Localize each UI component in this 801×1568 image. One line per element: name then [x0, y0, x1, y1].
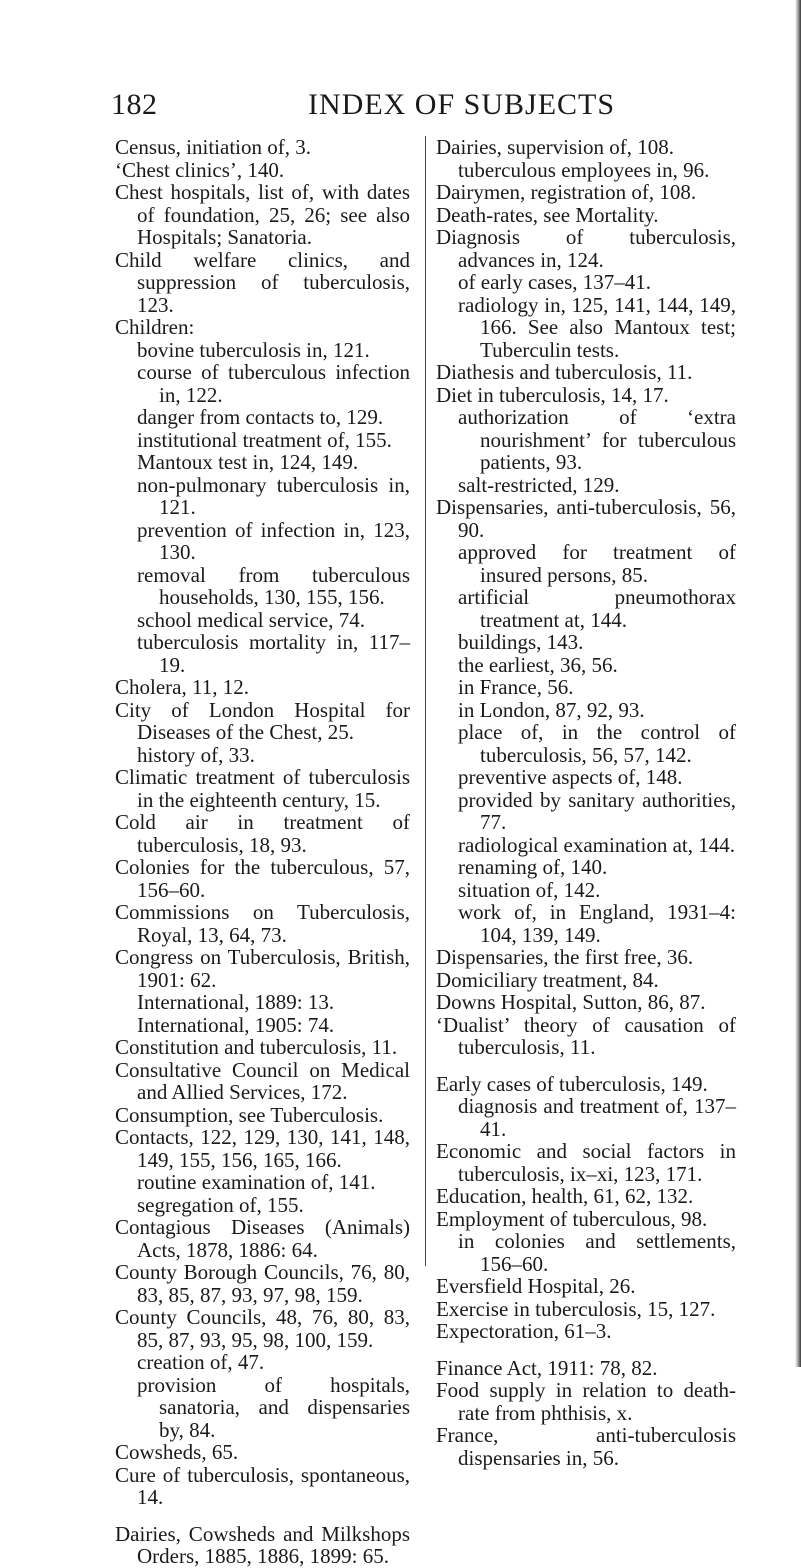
index-subentry: preventive aspects of, 148.	[458, 765, 683, 789]
index-entry: Constitution and tuberculosis, 11.	[115, 1035, 398, 1059]
index-entry: Education, health, 61, 62, 132.	[436, 1184, 694, 1208]
index-entry: Downs Hospital, Sutton, 86, 87.	[436, 990, 706, 1014]
index-entry: City of London Hospital for Diseases of the Chest, 25.	[115, 697, 410, 744]
index-subentry: Mantoux test in, 124, 149.	[137, 450, 359, 474]
index-entry: Congress on Tuberculosis, British, 1901: 62.	[115, 945, 410, 992]
index-entry: Diet in tuberculosis, 14, 17.	[436, 382, 669, 407]
index-subentry: International, 1889: 13.	[137, 990, 335, 1014]
index-entry: Finance Act, 1911: 78, 82.	[436, 1355, 658, 1380]
index-entry: Dairymen, registration of, 108.	[436, 180, 697, 204]
index-subentry: authorization of ‘extra nourishment’ for tuberculous patients, 93.	[458, 405, 736, 474]
index-subentry: diagnosis and treatment of, 137–41.	[458, 1094, 736, 1141]
index-entry: Diagnosis of tuberculosis, advances in, 124.	[436, 225, 736, 272]
index-subentry: institutional treatment of, 155.	[137, 427, 392, 452]
index-entry: Contacts, 122, 129, 130, 141, 148, 149, 155, 156, 165, 166.	[115, 1125, 410, 1172]
index-entry: Consumption, see Tuberculosis.	[115, 1102, 384, 1127]
index-entry: Contagious Diseases (Animals) Acts, 1878, 1886: 64.	[115, 1215, 410, 1262]
index-subentry: salt-restricted, 129.	[458, 472, 620, 497]
index-entry: Dispensaries, anti-tuberculosis, 56, 90.	[436, 495, 736, 542]
index-entry: Child welfare clinics, and suppression of tuberculosis, 123.	[115, 247, 410, 317]
index-entry: Dispensaries, the first free, 36.	[436, 945, 694, 969]
index-subentry: radiology in, 125, 141, 144, 149, 166. See also Mantoux test; Tuberculin tests.	[458, 292, 736, 362]
index-entry: Cold air in treatment of tuberculosis, 18, 93.	[115, 810, 410, 857]
index-subentry: in colonies and settlements, 156–60.	[458, 1229, 736, 1276]
index-entry: Cowsheds, 65.	[115, 1440, 239, 1464]
index-entry: Diathesis and tuberculosis, 11.	[436, 360, 693, 384]
index-entry: Expectoration, 61–3.	[436, 1319, 612, 1343]
index-subentry: creation of, 47.	[137, 1350, 265, 1374]
index-subentry: removal from tuberculous households, 130, 155, 156.	[137, 562, 410, 609]
index-subentry: situation of, 142.	[458, 877, 601, 902]
page-number: 182	[111, 88, 158, 121]
index-entry: Exercise in tuberculosis, 15, 127.	[436, 1296, 716, 1321]
index-entry: County Councils, 48, 76, 80, 83, 85, 87, 93, 95, 98, 100, 159.	[115, 1305, 410, 1352]
index-subentry: place of, in the control of tuberculosis, 56, 57, 142.	[458, 720, 736, 767]
index-entry: Dairies, Cowsheds and Milkshops Orders, 1885, 1886, 1899: 65.	[115, 1521, 410, 1568]
index-subentry: renaming of, 140.	[458, 855, 608, 879]
page-header	[0, 88, 801, 128]
index-subentry: routine examination of, 141.	[137, 1170, 376, 1194]
index-subentry: approved for treatment of insured persons, 85.	[458, 540, 736, 587]
index-subentry: provision of hospitals, sanatoria, and dispensaries by, 84.	[137, 1372, 410, 1442]
index-subentry: the earliest, 36, 56.	[458, 652, 618, 677]
index-subentry: tuberculosis mortality in, 117–19.	[137, 630, 410, 677]
index-entry: Eversfield Hospital, 26.	[436, 1274, 636, 1298]
index-column-left	[115, 136, 410, 1568]
index-entry: Death-rates, see Mortality.	[436, 202, 659, 227]
index-subentry: buildings, 143.	[458, 630, 584, 654]
index-entry: Early cases of tuberculosis, 149.	[436, 1071, 708, 1096]
index-entry: Commissions on Tuberculosis, Royal, 13, 64, 73.	[115, 900, 410, 947]
index-entry: France, anti-tuberculosis dispensaries in, 56.	[436, 1423, 736, 1470]
index-subentry: work of, in England, 1931–4: 104, 139, 149.	[458, 900, 736, 947]
index-subentry: in France, 56.	[458, 675, 574, 699]
index-subentry: non-pulmonary tuberculosis in, 121.	[137, 472, 410, 519]
index-entry: Children:	[115, 315, 195, 339]
index-entry: ‘Dualist’ theory of causation of tuberculosis, 11.	[436, 1012, 736, 1059]
index-entry: Cholera, 11, 12.	[115, 675, 249, 699]
index-entry: Climatic treatment of tuberculosis in the eighteenth century, 15.	[115, 765, 410, 812]
index-entry: ‘Chest clinics’, 140.	[115, 157, 285, 182]
index-entry: Census, initiation of, 3.	[115, 135, 311, 159]
running-title: INDEX OF SUBJECTS	[308, 88, 616, 121]
index-subentry: history of, 33.	[137, 742, 255, 767]
index-entry: Food supply in relation to death-rate from phthisis, x.	[436, 1378, 736, 1425]
index-subentry: course of tuberculous infection in, 122.	[137, 360, 410, 407]
index-entry: Employment of tuberculous, 98.	[436, 1206, 708, 1231]
index-subentry: danger from contacts to, 129.	[137, 405, 384, 429]
index-column-right	[425, 135, 736, 1470]
index-subentry: in London, 87, 92, 93.	[458, 697, 645, 722]
index-subentry: bovine tuberculosis in, 121.	[137, 337, 370, 362]
index-entry: Domiciliary treatment, 84.	[436, 967, 659, 992]
index-entry: Cure of tuberculosis, spontaneous, 14.	[115, 1462, 410, 1509]
index-entry: Dairies, supervision of, 108.	[436, 135, 674, 159]
index-entry: Economic and social factors in tuberculosis, ix–xi, 123, 171.	[436, 1139, 736, 1186]
index-entry: Colonies for the tuberculous, 57, 156–60.	[115, 855, 410, 902]
index-subentry: artificial pneumothorax treatment at, 144.	[458, 585, 736, 632]
index-entry: Consultative Council on Medical and Allied Services, 172.	[115, 1057, 410, 1104]
page-edge-shadow	[795, 0, 801, 1367]
index-subentry: prevention of infection in, 123, 130.	[137, 517, 410, 564]
index-subentry: International, 1905: 74.	[137, 1012, 335, 1037]
index-entry: County Borough Councils, 76, 80, 83, 85, 87, 93, 97, 98, 159.	[115, 1260, 410, 1307]
index-subentry: segregation of, 155.	[137, 1192, 304, 1217]
index-entry: Chest hospitals, list of, with dates of foundation, 25, 26; see also Hospitals; Sanatoria.	[115, 180, 410, 249]
index-subentry: provided by sanitary authorities, 77.	[458, 787, 736, 834]
index-subentry: tuberculous employees in, 96.	[458, 157, 710, 182]
index-subentry: of early cases, 137–41.	[458, 270, 652, 294]
index-subentry: school medical service, 74.	[137, 607, 366, 632]
index-subentry: radiological examination at, 144.	[458, 832, 735, 857]
